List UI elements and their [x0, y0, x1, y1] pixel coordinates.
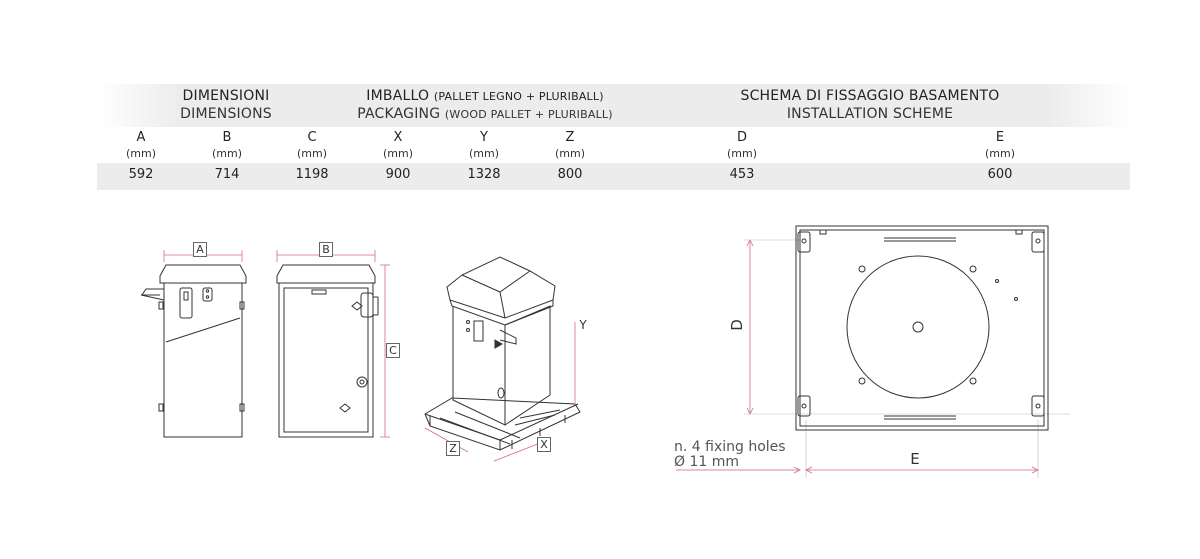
scheme-heading-en: INSTALLATION SCHEME	[786, 106, 954, 122]
col-e-unit: (mm)	[984, 147, 1015, 160]
col-z-unit: (mm)	[554, 147, 585, 160]
col-z-header: Z	[565, 130, 575, 145]
label-y: Y	[579, 318, 587, 332]
col-d-header: D	[736, 130, 747, 145]
scheme-heading-it: SCHEMA DI FISSAGGIO BASAMENTO	[740, 88, 1000, 104]
col-x-header: X	[393, 130, 403, 145]
packaging-heading-it: IMBALLO (PALLET LEGNO + PLURIBALL)	[366, 88, 604, 104]
front-view-drawing	[141, 250, 246, 437]
label-e: E	[910, 450, 920, 468]
label-z: Z	[446, 441, 460, 456]
col-c-value: 1198	[295, 167, 329, 182]
col-y-header: Y	[480, 130, 488, 145]
col-z-value: 800	[557, 167, 583, 182]
fixing-holes-note-line2: Ø 11 mm	[674, 454, 740, 470]
label-c: C	[386, 343, 400, 358]
col-y-value: 1328	[467, 167, 501, 182]
col-c-unit: (mm)	[296, 147, 327, 160]
col-d-unit: (mm)	[726, 147, 757, 160]
col-x-unit: (mm)	[382, 147, 413, 160]
label-x: X	[537, 437, 551, 452]
col-d-value: 453	[729, 167, 755, 182]
dimensions-heading-it: DIMENSIONI	[182, 88, 270, 104]
dimensions-heading-en: DIMENSIONS	[180, 106, 272, 122]
col-a-header: A	[136, 130, 146, 145]
col-b-unit: (mm)	[211, 147, 242, 160]
col-y-unit: (mm)	[468, 147, 499, 160]
col-e-value: 600	[987, 167, 1013, 182]
packaging-iso-drawing	[425, 257, 580, 461]
label-a: A	[193, 242, 207, 257]
col-e-header: E	[995, 130, 1005, 145]
col-b-value: 714	[214, 167, 240, 182]
fixing-holes-note-line1: n. 4 fixing holes	[674, 439, 786, 455]
packaging-heading-en: PACKAGING (WOOD PALLET + PLURIBALL)	[357, 106, 613, 122]
col-a-unit: (mm)	[125, 147, 156, 160]
label-d: D	[728, 319, 746, 331]
col-x-value: 900	[385, 167, 411, 182]
side-view-drawing	[277, 250, 390, 437]
label-b: B	[319, 242, 333, 257]
col-a-value: 592	[128, 167, 154, 182]
col-b-header: B	[222, 130, 232, 145]
col-c-header: C	[307, 130, 317, 145]
